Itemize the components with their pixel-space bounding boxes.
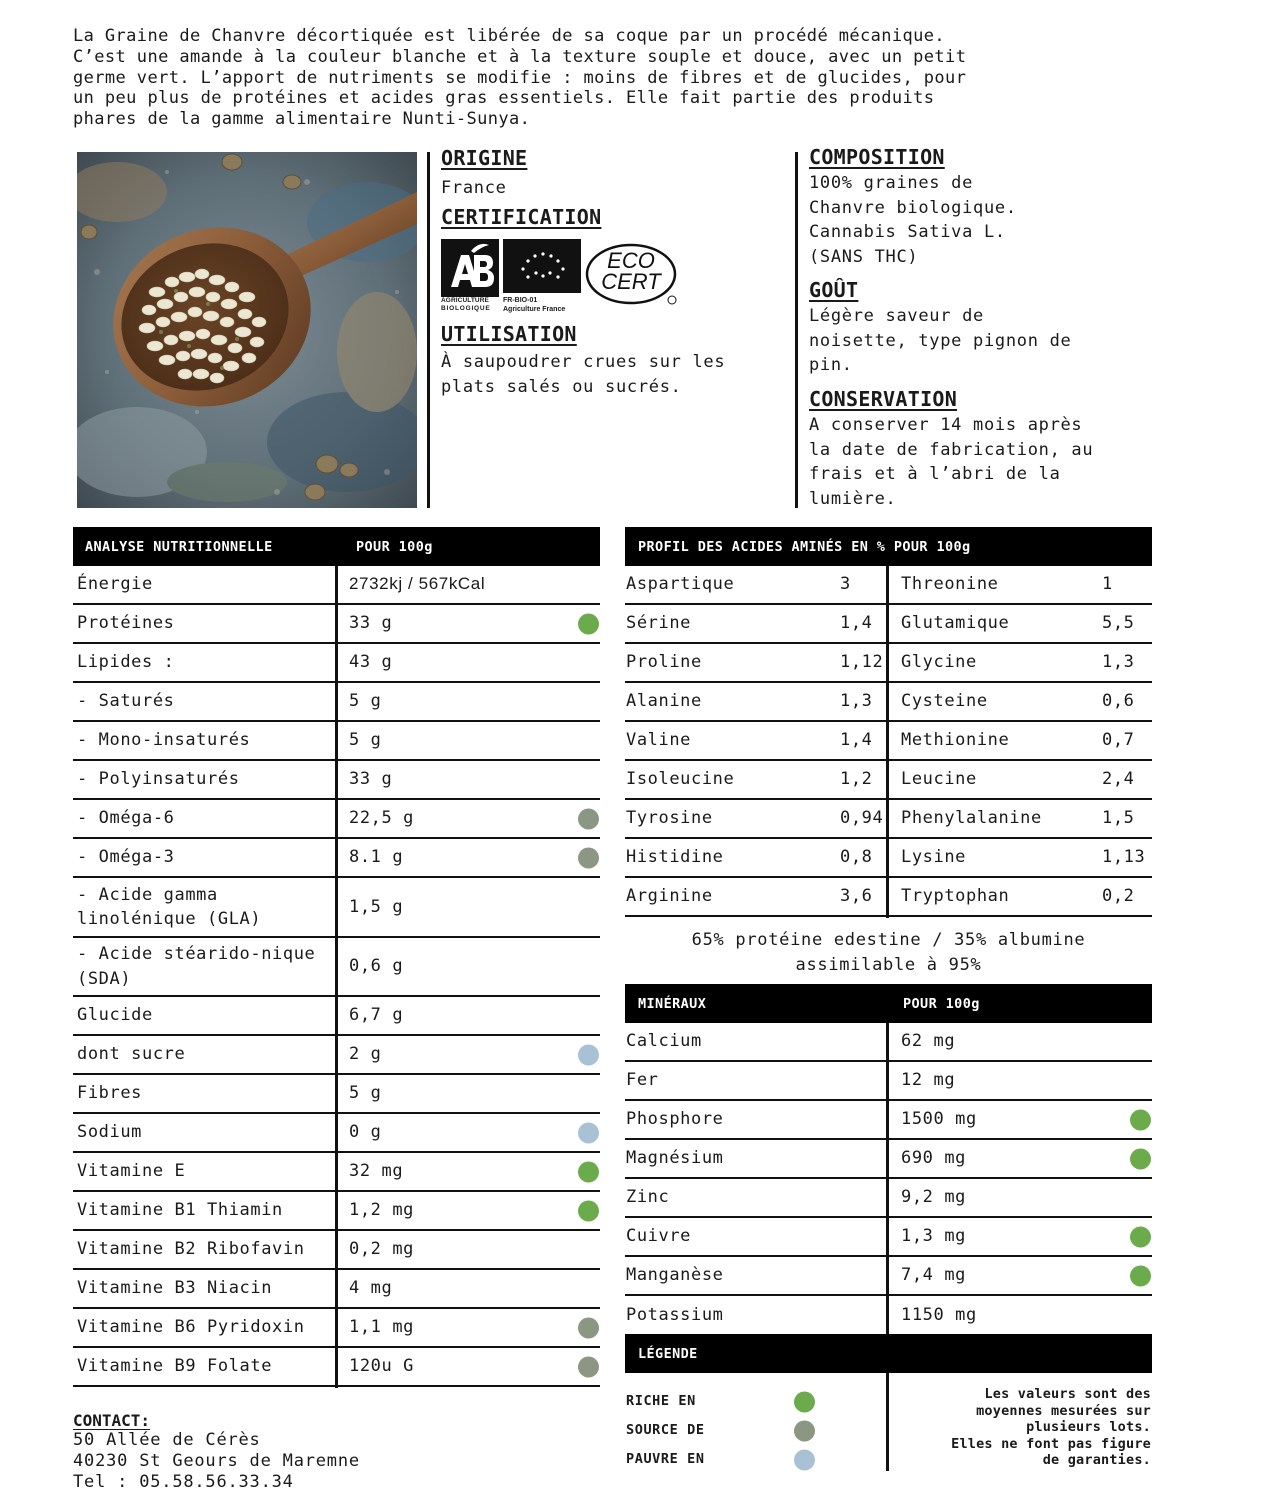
- amino-name: Alanine: [626, 691, 702, 712]
- column-divider: [335, 938, 338, 998]
- gout-line: Légère saveur de: [809, 306, 984, 326]
- legend-note: [895, 1386, 1151, 1469]
- legend-dot-pauvre: [794, 1450, 815, 1471]
- mineral-label: Phosphore: [626, 1109, 724, 1130]
- amino-value: 2,4: [1102, 769, 1135, 790]
- protein-note-line: assimilable à 95%: [795, 954, 982, 975]
- amino-row: [625, 722, 1152, 761]
- indicator-dot-riche: [578, 1200, 599, 1221]
- column-divider: [335, 1231, 338, 1271]
- amino-name: Glutamique: [901, 613, 1010, 634]
- amino-row: [625, 683, 1152, 722]
- mineral-value: 62 mg: [901, 1031, 956, 1052]
- column-divider: [886, 878, 889, 918]
- amino-value: 5,5: [1102, 613, 1135, 634]
- legend-note-line: Elles ne font pas figure: [951, 1435, 1151, 1452]
- legend-note-line: de garanties.: [1042, 1452, 1151, 1468]
- conservation-text: [809, 413, 1093, 511]
- contact-line: Tel : 05.58.56.33.34: [73, 1471, 294, 1492]
- nutrient-value: 33 g: [349, 769, 393, 790]
- column-divider: [335, 1348, 338, 1388]
- mineral-label: Zinc: [626, 1187, 670, 1208]
- column-divider: [335, 683, 338, 723]
- gout-heading: GOÛT: [809, 278, 859, 302]
- intro-paragraph: [73, 26, 1173, 130]
- column-divider: [886, 1062, 889, 1102]
- column-divider: [335, 1036, 338, 1076]
- minerals-header-label: MINÉRAUX: [638, 995, 707, 1012]
- composition-line: Chanvre biologique.: [809, 197, 1017, 218]
- mineral-label: Cuivre: [626, 1226, 692, 1247]
- column-divider: [886, 644, 889, 684]
- amino-name: Tyrosine: [626, 808, 713, 829]
- amino-name: Arginine: [626, 886, 713, 907]
- column-divider: [886, 839, 889, 879]
- conservation-heading: CONSERVATION: [809, 387, 958, 411]
- nutrient-value: 120u G: [349, 1356, 415, 1377]
- amino-name: Cysteine: [901, 691, 988, 712]
- legend-note-line: moyennes mesurées sur: [976, 1402, 1151, 1419]
- amino-name: Tryptophan: [901, 886, 1010, 907]
- amino-value: 0,2: [1102, 886, 1135, 907]
- amino-value: 1,13: [1102, 847, 1146, 868]
- nutrient-value: 33 g: [349, 613, 393, 634]
- eu-logo-text: FR-BIO-01: [503, 297, 538, 304]
- nutrient-label: Vitamine B9 Folate: [77, 1356, 273, 1377]
- amino-name: Leucine: [901, 769, 977, 790]
- mineral-row: [625, 1023, 1152, 1062]
- indicator-dot-pauvre: [578, 1044, 599, 1065]
- amino-name: Lysine: [901, 847, 967, 868]
- nutrient-value: 0,6 g: [349, 956, 404, 977]
- info-divider: [795, 152, 798, 508]
- nutrition-row: [73, 761, 600, 800]
- amino-value: 0,6: [1102, 691, 1135, 712]
- column-divider: [886, 566, 889, 606]
- nutrition-header-unit: POUR 100g: [356, 538, 433, 555]
- mineral-label: Magnésium: [626, 1148, 724, 1169]
- nutrient-value: 1,2 mg: [349, 1200, 415, 1221]
- nutrition-table-header: [73, 527, 600, 566]
- amino-value: 1: [1102, 574, 1113, 595]
- nutrient-label: Protéines: [77, 613, 175, 634]
- column-divider: [335, 605, 338, 645]
- amino-value: 0,8: [840, 847, 873, 868]
- origine-heading: ORIGINE: [441, 146, 528, 170]
- nutrition-row: [73, 1270, 600, 1309]
- column-divider: [335, 722, 338, 762]
- nutrition-row: [73, 1153, 600, 1192]
- nutrient-label: - Saturés: [77, 691, 175, 712]
- amino-value: 3,6: [840, 886, 873, 907]
- ab-logo: [441, 239, 499, 315]
- mineral-label: Manganèse: [626, 1265, 724, 1286]
- nutrition-row: [73, 644, 600, 683]
- indicator-dot-pauvre: [578, 1122, 599, 1143]
- column-divider: [335, 761, 338, 801]
- nutrient-label: Fibres: [77, 1083, 143, 1104]
- amino-name: Sérine: [626, 613, 692, 634]
- contact-line: 40230 St Geours de Maremne: [73, 1450, 360, 1471]
- nutrition-row: [73, 878, 600, 938]
- legend-note-line: Les valeurs sont des: [984, 1386, 1151, 1402]
- intro-line: La Graine de Chanvre décortiquée est libérée de sa coque par un procédé mécanique.: [73, 26, 946, 46]
- amino-value: 1,5: [1102, 808, 1135, 829]
- nutrient-value: 8.1 g: [349, 847, 404, 868]
- nutrient-value: 2 g: [349, 1044, 382, 1065]
- amino-row: [625, 605, 1152, 644]
- nutrient-value: 1,5 g: [349, 896, 404, 917]
- amino-name: Phenylalanine: [901, 808, 1042, 829]
- nutrient-label: - Acide gamma linolénique (GLA): [77, 884, 262, 929]
- nutrient-value: 32 mg: [349, 1161, 404, 1182]
- utilisation-text: [441, 350, 725, 399]
- mineral-row: [625, 1296, 1152, 1335]
- amino-row: [625, 878, 1152, 917]
- nutrient-label: - Acide stéarido-nique (SDA): [77, 944, 316, 989]
- nutrient-label: - Oméga-3: [77, 847, 175, 868]
- conservation-line: la date de fabrication, au: [809, 439, 1094, 460]
- amino-name: Isoleucine: [626, 769, 735, 790]
- nutrition-row: [73, 1075, 600, 1114]
- nutrient-value: 1,1 mg: [349, 1317, 415, 1338]
- nutrient-value: 4 mg: [349, 1278, 393, 1299]
- conservation-line: A conserver 14 mois après: [809, 415, 1083, 435]
- nutrient-label: dont sucre: [77, 1044, 186, 1065]
- amino-name: Valine: [626, 730, 692, 751]
- column-divider: [335, 1309, 338, 1349]
- nutrition-row: [73, 800, 600, 839]
- amino-value: 1,4: [840, 613, 873, 634]
- mineral-value: 1,3 mg: [901, 1226, 967, 1247]
- nutrient-label: Vitamine B3 Niacin: [77, 1278, 273, 1299]
- utilisation-heading: UTILISATION: [441, 322, 577, 346]
- gout-text: [809, 304, 1071, 378]
- utilisation-line: À saupoudrer crues sur les: [441, 352, 726, 372]
- column-divider: [886, 1179, 889, 1219]
- intro-line: phares de la gamme alimentaire Nunti-Sunya.: [73, 109, 531, 130]
- gout-line: pin.: [809, 355, 853, 376]
- composition-text: [809, 171, 1017, 269]
- amino-value: 1,4: [840, 730, 873, 751]
- ecocert-logo: [585, 242, 680, 308]
- nutrient-value: 5 g: [349, 730, 382, 751]
- nutrient-label: Énergie: [77, 574, 153, 595]
- mineral-row: [625, 1257, 1152, 1296]
- nutrient-value: 5 g: [349, 1083, 382, 1104]
- mineral-row: [625, 1140, 1152, 1179]
- column-divider: [335, 800, 338, 840]
- origine-text: France: [441, 178, 507, 198]
- indicator-dot-source: [578, 1356, 599, 1377]
- intro-line: un peu plus de protéines et acides gras essentiels. Elle fait partie des produits: [73, 88, 935, 109]
- product-photo: [77, 152, 417, 508]
- mineral-label: Calcium: [626, 1031, 702, 1052]
- column-divider: [335, 566, 338, 606]
- legend-dot-riche: [794, 1392, 815, 1413]
- column-divider: [886, 800, 889, 840]
- column-divider: [886, 1023, 889, 1063]
- composition-line: (SANS THC): [809, 246, 919, 267]
- column-divider: [886, 761, 889, 801]
- conservation-line: frais et à l’abri de la: [809, 464, 1061, 485]
- nutrient-label: Vitamine E: [77, 1161, 186, 1182]
- ab-logo-text: AGRICULTURE: [441, 297, 489, 304]
- amino-name: Aspartique: [626, 574, 735, 595]
- mineral-value: 690 mg: [901, 1148, 967, 1169]
- intro-line: C’est une amande à la couleur blanche et à la texture souple et douce, avec un petit: [73, 46, 967, 67]
- ab-logo-text: BIOLOGIQUE: [441, 305, 491, 312]
- composition-heading: COMPOSITION: [809, 145, 945, 169]
- amino-value: 1,2: [840, 769, 873, 790]
- amino-name: Glycine: [901, 652, 977, 673]
- amino-header-label: PROFIL DES ACIDES AMINÉS EN % POUR 100g: [638, 538, 971, 555]
- amino-value: 0,7: [1102, 730, 1135, 751]
- column-divider: [886, 1101, 889, 1141]
- column-divider: [886, 1140, 889, 1180]
- amino-name: Histidine: [626, 847, 724, 868]
- mineral-row: [625, 1218, 1152, 1257]
- nutrient-label: - Mono-insaturés: [77, 730, 251, 751]
- legend-label: RICHE EN: [626, 1393, 696, 1409]
- nutrient-value: 43 g: [349, 652, 393, 673]
- column-divider: [886, 1296, 889, 1335]
- nutrient-label: Vitamine B6 Pyridoxin: [77, 1317, 305, 1338]
- ecocert-text: ECO: [607, 248, 655, 273]
- indicator-dot-source: [578, 1317, 599, 1338]
- gout-line: noisette, type pignon de: [809, 330, 1072, 351]
- nutrient-value: 0 g: [349, 1122, 382, 1143]
- indicator-dot-riche: [1130, 1148, 1151, 1169]
- column-divider: [335, 839, 338, 879]
- composition-line: Cannabis Sativa L.: [809, 222, 1006, 243]
- nutrition-row: [73, 1036, 600, 1075]
- mineral-value: 12 mg: [901, 1070, 956, 1091]
- amino-row: [625, 644, 1152, 683]
- column-divider: [886, 605, 889, 645]
- minerals-header-unit: POUR 100g: [903, 995, 980, 1012]
- nutrient-value: 5 g: [349, 691, 382, 712]
- amino-value: 1,3: [1102, 652, 1135, 673]
- nutrient-label: Sodium: [77, 1122, 143, 1143]
- nutrition-row: [73, 1192, 600, 1231]
- amino-value: 3: [840, 574, 851, 595]
- amino-row: [625, 839, 1152, 878]
- amino-row: [625, 800, 1152, 839]
- amino-name: Methionine: [901, 730, 1010, 751]
- nutrition-row: [73, 1231, 600, 1270]
- nutrition-row: [73, 1309, 600, 1348]
- indicator-dot-riche: [1130, 1109, 1151, 1130]
- minerals-table-header: [625, 984, 1152, 1023]
- nutrient-label: - Polyinsaturés: [77, 769, 240, 790]
- nutrient-value: 0,2 mg: [349, 1239, 415, 1260]
- legend-header: [625, 1334, 1152, 1373]
- nutrition-row: [73, 1114, 600, 1153]
- column-divider: [335, 997, 338, 1037]
- amino-row: [625, 761, 1152, 800]
- ecocert-text: CERT: [601, 269, 661, 294]
- mineral-row: [625, 1179, 1152, 1218]
- column-divider: [335, 644, 338, 684]
- indicator-dot-riche: [1130, 1226, 1151, 1247]
- column-divider: [335, 878, 338, 939]
- mineral-label: Potassium: [626, 1305, 724, 1326]
- composition-line: 100% graines de: [809, 173, 974, 193]
- conservation-line: lumière.: [809, 488, 897, 509]
- indicator-dot-riche: [578, 1161, 599, 1182]
- mineral-value: 1500 mg: [901, 1109, 977, 1130]
- indicator-dot-source: [578, 847, 599, 868]
- nutrition-header-label: ANALYSE NUTRITIONNELLE: [85, 538, 273, 555]
- column-divider: [886, 722, 889, 762]
- nutrition-row: [73, 938, 600, 997]
- nutrition-row: [73, 683, 600, 722]
- nutrition-row: [73, 605, 600, 644]
- certification-heading: CERTIFICATION: [441, 205, 602, 229]
- nutrition-row: [73, 997, 600, 1036]
- indicator-dot-riche: [578, 613, 599, 634]
- eu-logo-text: Agriculture France: [503, 306, 566, 313]
- mineral-value: 1150 mg: [901, 1305, 977, 1326]
- nutrient-value: 22,5 g: [349, 808, 415, 829]
- protein-note-line: 65% protéine edestine / 35% albumine: [691, 930, 1086, 950]
- mineral-row: [625, 1062, 1152, 1101]
- contact-line: 50 Allée de Cérès: [73, 1430, 261, 1450]
- column-divider: [335, 1153, 338, 1193]
- column-divider: [335, 1192, 338, 1232]
- nutrition-row: [73, 566, 600, 605]
- nutrition-row: [73, 839, 600, 878]
- intro-line: germe vert. L’apport de nutriments se modifie : moins de fibres et de glucides, pour: [73, 67, 967, 88]
- info-divider: [427, 152, 430, 508]
- amino-name: Threonine: [901, 574, 999, 595]
- contact-address: [73, 1430, 360, 1492]
- amino-value: 1,3: [840, 691, 873, 712]
- nutrient-value: 2732kj / 567kCal: [349, 574, 486, 594]
- indicator-dot-source: [578, 808, 599, 829]
- column-divider: [335, 1075, 338, 1115]
- protein-note: [625, 928, 1152, 977]
- nutrient-label: - Oméga-6: [77, 808, 175, 829]
- mineral-row: [625, 1101, 1152, 1140]
- amino-value: 0,94: [840, 808, 884, 829]
- utilisation-line: plats salés ou sucrés.: [441, 376, 682, 397]
- nutrient-label: Vitamine B1 Thiamin: [77, 1200, 283, 1221]
- column-divider: [886, 1257, 889, 1297]
- mineral-value: 9,2 mg: [901, 1187, 967, 1208]
- amino-name: Proline: [626, 652, 702, 673]
- column-divider: [335, 1270, 338, 1310]
- mineral-label: Fer: [626, 1070, 659, 1091]
- legend-label: PAUVRE EN: [626, 1451, 705, 1467]
- column-divider: [886, 683, 889, 723]
- nutrition-row: [73, 1348, 600, 1387]
- nutrient-label: Lipides :: [77, 652, 175, 673]
- legend-divider: [886, 1373, 889, 1471]
- amino-value: 1,12: [840, 652, 884, 673]
- eu-organic-logo: [503, 239, 581, 315]
- legend-label: SOURCE DE: [626, 1422, 705, 1438]
- contact-title: CONTACT:: [73, 1411, 151, 1430]
- legend-note-line: plusieurs lots.: [1026, 1419, 1151, 1435]
- legend-dot-source: [794, 1421, 815, 1442]
- mineral-value: 7,4 mg: [901, 1265, 967, 1286]
- column-divider: [886, 1218, 889, 1258]
- amino-row: [625, 566, 1152, 605]
- nutrient-label: Vitamine B2 Ribofavin: [77, 1239, 305, 1260]
- amino-table-header: [625, 527, 1152, 566]
- indicator-dot-riche: [1130, 1265, 1151, 1286]
- legend-header-label: LÉGENDE: [638, 1345, 698, 1362]
- nutrient-label: Glucide: [77, 1005, 153, 1026]
- nutrient-value: 6,7 g: [349, 1005, 404, 1026]
- nutrition-row: [73, 722, 600, 761]
- column-divider: [335, 1114, 338, 1154]
